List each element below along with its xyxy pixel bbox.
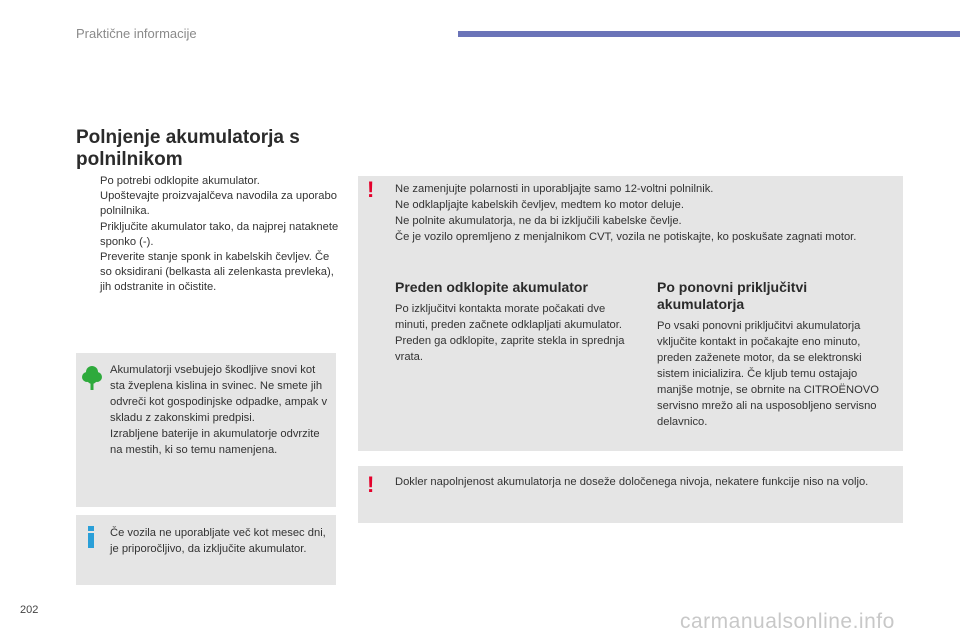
steps-list — [76, 174, 344, 296]
exclamation-icon: ! — [367, 472, 375, 497]
page-number: 202 — [20, 604, 39, 616]
section-title: Praktične informacije — [76, 26, 197, 41]
before-disconnect-text: Po izključitvi kontakta morate počakati dve minuti, preden začnete odklapljati akumulator. Preden ga odklopite, zaprite stekla in sprednja vrata. — [395, 303, 625, 363]
warning-secondary-text: Dokler napolnjenost akumulatorja ne doseže določenega nivoja, nekatere funkcije niso na voljo. — [395, 476, 869, 488]
watermark: carmanualsonline.info — [680, 610, 895, 633]
list-item: Priključite akumulator tako, da najprej nataknete sponko (-). — [100, 220, 339, 248]
list-item: Po potrebi odklopite akumulator. — [100, 175, 260, 187]
before-disconnect-title: Preden odklopite akumulator — [395, 279, 588, 295]
after-reconnect-title: Po ponovni priključitvi akumulatorja — [657, 279, 808, 312]
exclamation-icon: ! — [367, 177, 375, 202]
after-reconnect-text: Po vsaki ponovni priključitvi akumulatorja vključite kontakt in počakajte eno minuto, preden zaženete motor, da se elektronski sistem inicializira. Če kljub temu ostajajo manjše motnje, se obrnite na CITROËNOVO servisno mrežo ali na usposobljeno servisno delavnico. — [657, 320, 879, 428]
page-title: Polnjenje akumulatorja s polnilnikom — [76, 127, 300, 170]
list-item: Preverite stanje sponk in kabelskih čevljev. Če so oksidirani (belkasta ali zelenkasta prevleka), jih odstranite in očistite. — [100, 251, 334, 294]
list-item: Upoštevajte proizvajalčeva navodila za uporabo polnilnika. — [100, 190, 337, 218]
header-bar — [458, 31, 960, 37]
warning-main-text: Ne zamenjujte polarnosti in uporabljajte samo 12-voltni polnilnik. Ne odklapljajte kabelskih čevljev, medtem ko motor deluje. Ne polnite akumulatorja, ne da bi izključili kabelske čevlje. Če je vozilo opremljeno z menjalnikom CVT, vozila ne potiskajte, ko poskušate zagnati motor. — [395, 183, 857, 243]
tree-icon — [82, 365, 102, 391]
environment-note-text: Akumulatorji vsebujejo škodljive snovi kot sta žveplena kislina in svinec. Ne smete jih odvreči kot gospodinjske odpadke, ampak v skladu z zakonskimi predpisi. Izrabljene baterije in akumulatorje odvrzite na mestih, ki so temu namenjena. — [110, 364, 328, 456]
info-icon — [85, 526, 97, 548]
info-note-text: Če vozila ne uporabljate več kot mesec dni, je priporočljivo, da izklјučite akumulator. — [110, 527, 326, 555]
